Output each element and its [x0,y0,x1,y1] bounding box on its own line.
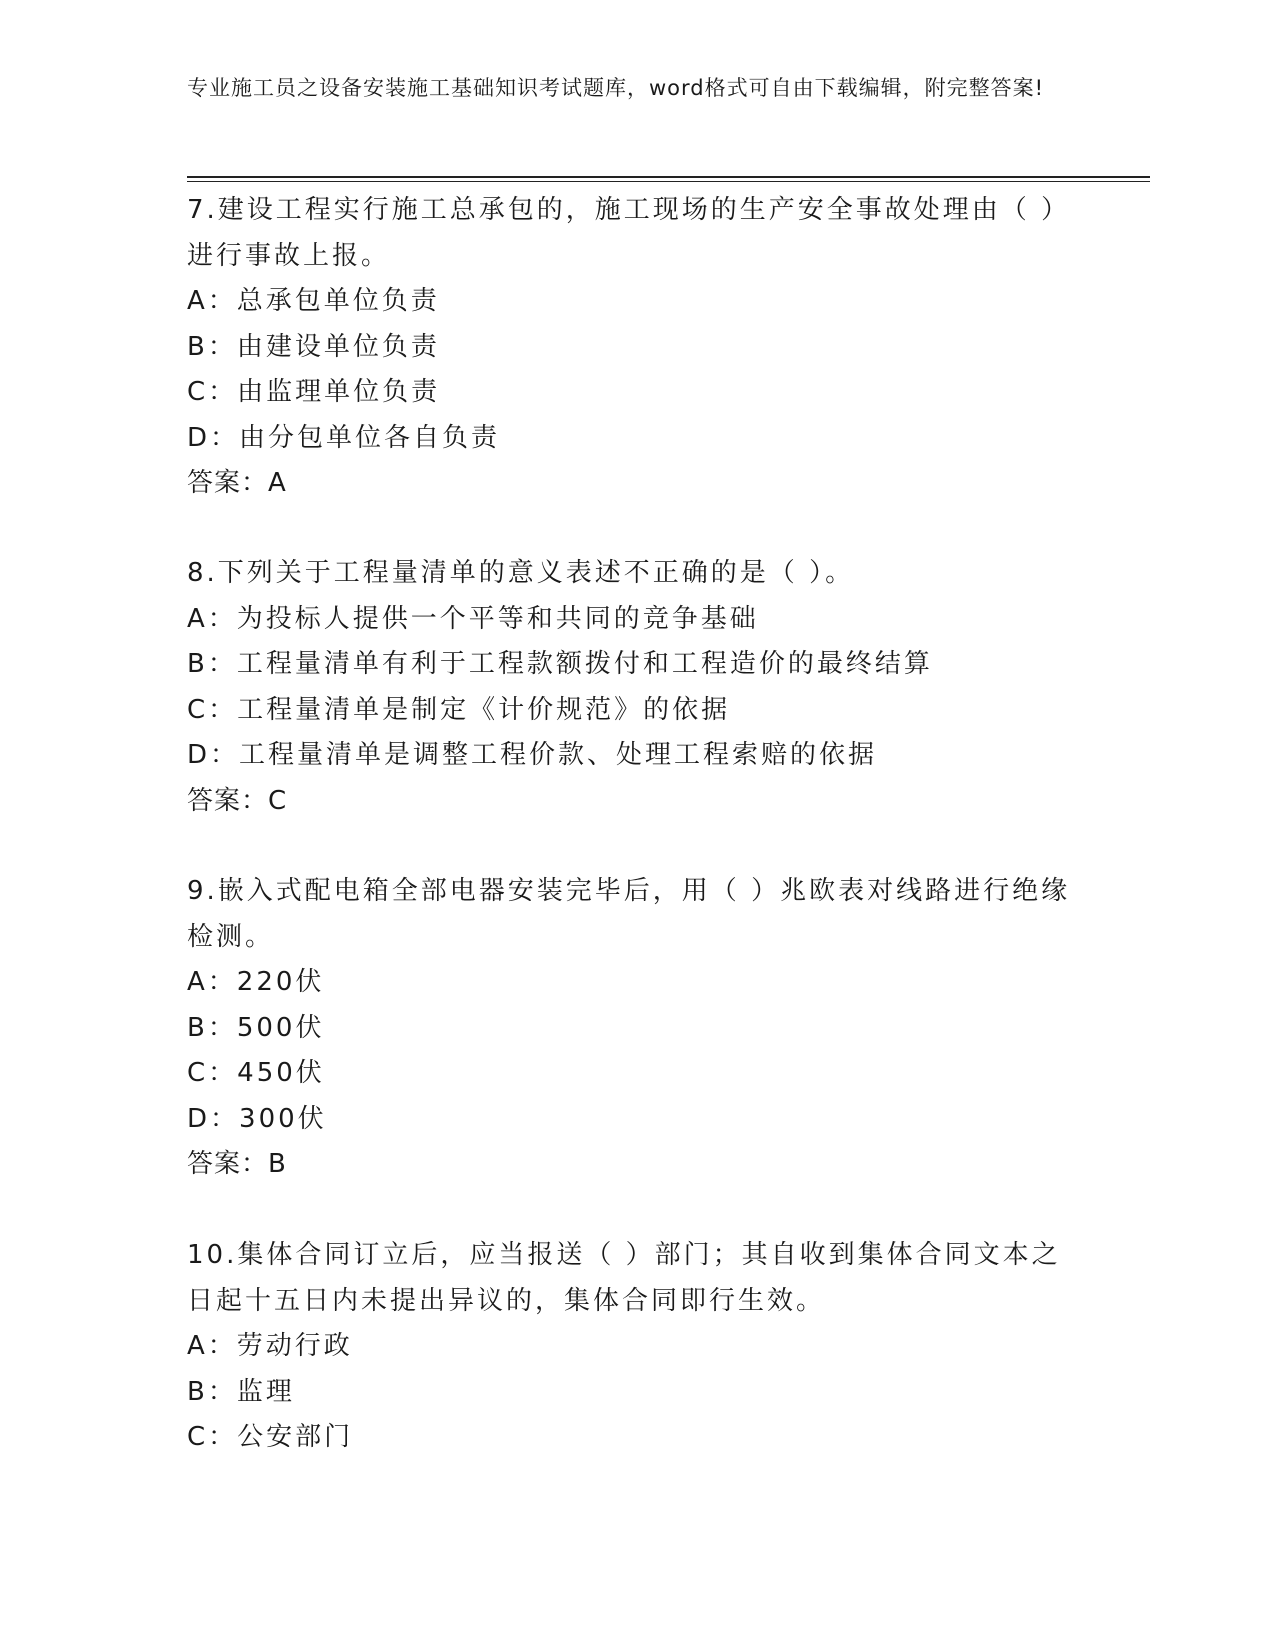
option-c: C：450伏 [187,1058,325,1088]
question-8 [187,551,1087,824]
header-text: 专业施工员之设备安装施工基础知识考试题库，word格式可自由下载编辑，附完整答案! [187,76,1045,100]
option-b: B：由建设单位负责 [187,331,440,362]
option-c: C：由监理单位负责 [187,377,441,407]
option-a: A：为投标人提供一个平等和共同的竞争基础 [187,603,759,634]
answer-line: 答案：A [187,468,287,498]
answer-line: 答案：B [187,1149,287,1179]
option-c: C：公安部门 [187,1422,354,1452]
question-stem: 9.嵌入式配电箱全部电器安装完毕后，用（ ）兆欧表对线路进行绝缘检测。 [187,876,1071,952]
option-b: B：工程量清单有利于工程款额拨付和工程造价的最终结算 [187,649,933,679]
option-d: D：300伏 [187,1103,327,1134]
option-b: B：500伏 [187,1012,325,1043]
question-10 [187,1233,1087,1461]
option-c: C：工程量清单是制定《计价规范》的依据 [187,694,731,725]
option-a: A：220伏 [187,967,325,997]
header-divider-thick [187,176,1150,178]
question-stem: 10.集体合同订立后，应当报送（ ）部门；其自收到集体合同文本之日起十五日内未提出异议的，集体合同即行生效。 [187,1240,1061,1316]
option-a: A：总承包单位负责 [187,286,440,316]
option-a: A：劳动行政 [187,1331,353,1361]
question-stem: 8.下列关于工程量清单的意义表述不正确的是（ ）。 [187,558,855,588]
question-9 [187,869,1087,1188]
answer-line: 答案：C [187,785,288,816]
question-7 [187,188,1087,507]
option-d: D：工程量清单是调整工程价款、处理工程索赔的依据 [187,740,878,770]
option-b: B：监理 [187,1376,295,1407]
option-d: D：由分包单位各自负责 [187,422,501,453]
question-stem: 7.建设工程实行施工总承包的，施工现场的生产安全事故处理由（ ）进行事故上报。 [187,195,1071,271]
header-divider-thin [187,181,1150,182]
document-header [187,72,1067,105]
